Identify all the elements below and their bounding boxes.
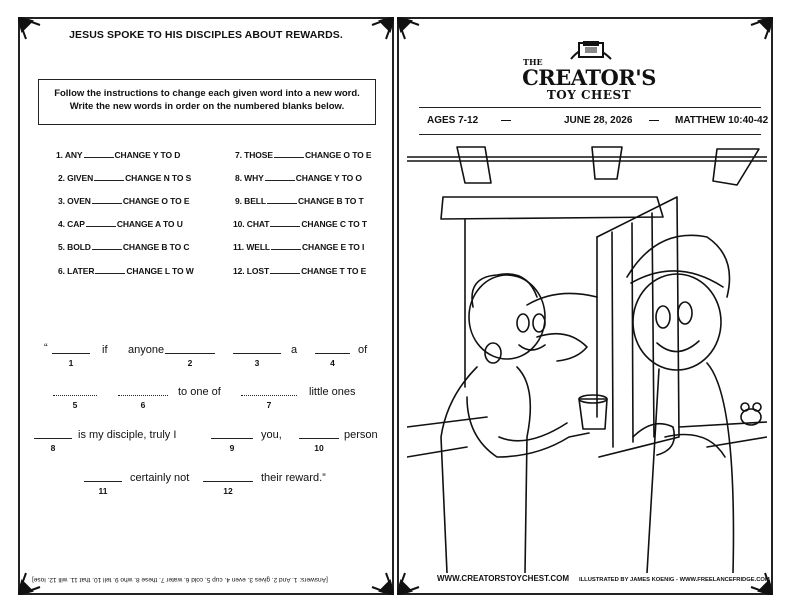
- verse-word: you,: [261, 429, 282, 441]
- answer-blank-10[interactable]: 10: [299, 428, 339, 453]
- word-item-1: 1. ANY CHANGE Y TO D: [56, 150, 181, 160]
- logo-the: THE: [523, 57, 543, 67]
- page-header: JESUS SPOKE TO HIS DISCIPLES ABOUT REWARDS.: [69, 29, 343, 41]
- answer-key: [Answers: 1. And 2. gives 3. even 4. cup 5. cold 6. water 7. these 8. who 9. tell 10. that 11. will 12. lose]: [32, 576, 328, 583]
- logo-creators: CREATOR'S: [522, 65, 656, 90]
- word-item-8: 8. WHY CHANGE Y TO O: [235, 173, 362, 183]
- leaf-corner-icon: [397, 17, 423, 43]
- boy-giving-cup-illustration: [407, 137, 767, 573]
- word-item-11: 11. WELL CHANGE E TO I: [233, 242, 365, 252]
- verse-word: to one of: [178, 386, 221, 398]
- scripture-reference: MATTHEW 10:40-42: [675, 115, 769, 126]
- answer-blank-6[interactable]: 6: [118, 385, 168, 410]
- word-item-3: 3. OVEN CHANGE O TO E: [58, 196, 190, 206]
- answer-blank-4[interactable]: 4: [315, 343, 350, 368]
- lesson-date: JUNE 28, 2026: [564, 115, 633, 126]
- verse-word: certainly not: [130, 472, 190, 484]
- verse-word: person: [344, 429, 378, 441]
- logo-toy-chest: TOY CHEST: [546, 88, 632, 102]
- right-page: [397, 17, 773, 595]
- answer-blank-1[interactable]: 1: [52, 343, 90, 368]
- leaf-corner-icon: [368, 569, 394, 595]
- answer-blank-8[interactable]: 8: [34, 428, 72, 453]
- word-item-10: 10. CHAT CHANGE C TO T: [233, 219, 367, 229]
- verse-word: anyone: [128, 344, 165, 356]
- verse-word: is my disciple, truly I: [78, 429, 177, 441]
- word-item-4: 4. CAP CHANGE A TO U: [58, 219, 183, 229]
- answer-blank-3[interactable]: 3: [233, 343, 281, 368]
- answer-blank-11[interactable]: 11: [84, 471, 122, 496]
- answer-blank-2[interactable]: 2: [165, 343, 215, 368]
- word-item-12: 12. LOST CHANGE T TO E: [233, 266, 367, 276]
- verse-word: a: [291, 344, 298, 356]
- word-item-7: 7. THOSE CHANGE O TO E: [235, 150, 372, 160]
- verse-word: if: [102, 344, 108, 356]
- leaf-corner-icon: [747, 17, 773, 43]
- creators-toy-chest-logo: [519, 31, 659, 101]
- illustrator-credit: ILLUSTRATED BY JAMES KOENIG - WWW.FREELANCEFRIDGE.COM: [579, 577, 770, 583]
- answer-blank-5[interactable]: 5: [53, 385, 97, 410]
- word-item-2: 2. GIVEN CHANGE N TO S: [58, 173, 192, 183]
- coloring-illustration: [407, 137, 767, 573]
- answer-blank-9[interactable]: 9: [211, 428, 253, 453]
- website-url[interactable]: WWW.CREATORSTOYCHEST.COM: [437, 574, 569, 583]
- separator: —: [649, 115, 659, 126]
- word-item-6: 6. LATER CHANGE L TO W: [58, 266, 194, 276]
- quote-mark: “: [44, 342, 48, 354]
- answer-blank-12[interactable]: 12: [203, 471, 253, 496]
- instruction-line: Follow the instructions to change each given word into a new word.: [54, 88, 360, 99]
- separator: —: [501, 115, 511, 126]
- age-range: AGES 7-12: [427, 115, 479, 126]
- instructions-box: [38, 79, 376, 125]
- word-item-5: 5. BOLD CHANGE B TO C: [58, 242, 190, 252]
- verse-word: of: [358, 344, 368, 356]
- verse-word: their reward.”: [261, 472, 326, 484]
- info-bar: [419, 107, 769, 135]
- instruction-line: Write the new words in order on the numbered blanks below.: [69, 101, 345, 112]
- verse-word: little ones: [309, 386, 356, 398]
- word-item-9: 9. BELL CHANGE B TO T: [235, 196, 364, 206]
- answer-blank-7[interactable]: 7: [241, 385, 297, 410]
- left-page: [18, 17, 394, 595]
